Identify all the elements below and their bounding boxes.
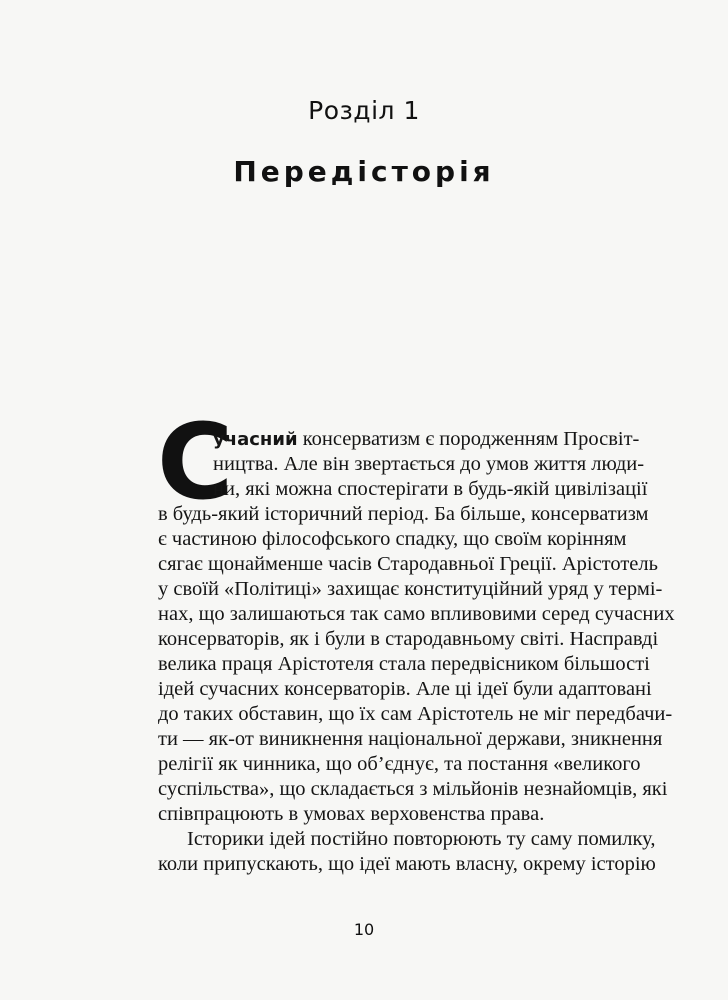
text-line-12: до таких обставин, що їх сам Арістотель не міг передбачи- xyxy=(158,703,673,725)
text-line-3: ни, які можна спостерігати в будь-якій цивілізації xyxy=(213,478,648,500)
text-line-14: релігії як чинника, що об’єднує, та постання «великого xyxy=(158,753,641,775)
lead-word: учасний xyxy=(213,429,298,450)
text-line-9: консерваторів, як і були в стародавньому світі. Насправді xyxy=(158,628,659,650)
text-line-17: Історики ідей постійно повторюють ту саму помилку, xyxy=(187,828,656,850)
text-line-10: велика праця Арістотеля стала передвісником більшості xyxy=(158,653,650,675)
text-line-7: у своїй «Політиці» захищає конституційний уряд у термі- xyxy=(158,578,663,600)
text-line-4: в будь-який історичний період. Ба більше, консерватизм xyxy=(158,503,649,525)
chapter-title: Передісторія xyxy=(233,155,495,188)
drop-cap: С xyxy=(157,401,234,523)
text-line-2: ництва. Але він звертається до умов життя люди- xyxy=(213,453,645,475)
text-line-1-rest: консерватизм є породженням Просвіт- xyxy=(297,428,640,450)
text-line-5: є частиною філософського спадку, що своїм корінням xyxy=(158,528,627,550)
text-line-8: нах, що залишаються так само впливовими серед сучасних xyxy=(158,603,675,625)
chapter-label: Розділ 1 xyxy=(308,96,420,125)
text-line-6: сягає щонайменше часів Стародавньої Греції. Арістотель xyxy=(158,553,658,575)
text-line-16: співпрацюють в умовах верховенства права. xyxy=(158,803,545,825)
text-line-13: ти — як-от виникнення національної держави, зникнення xyxy=(158,728,663,750)
text-line-15: суспільства», що складається з мільйонів незнайомців, які xyxy=(158,778,668,800)
page-number: 10 xyxy=(353,920,375,939)
text-line-18: коли припускають, що ідеї мають власну, окрему історію xyxy=(158,853,656,875)
text-line-11: ідей сучасних консерваторів. Але ці ідеї були адаптовані xyxy=(158,678,652,700)
